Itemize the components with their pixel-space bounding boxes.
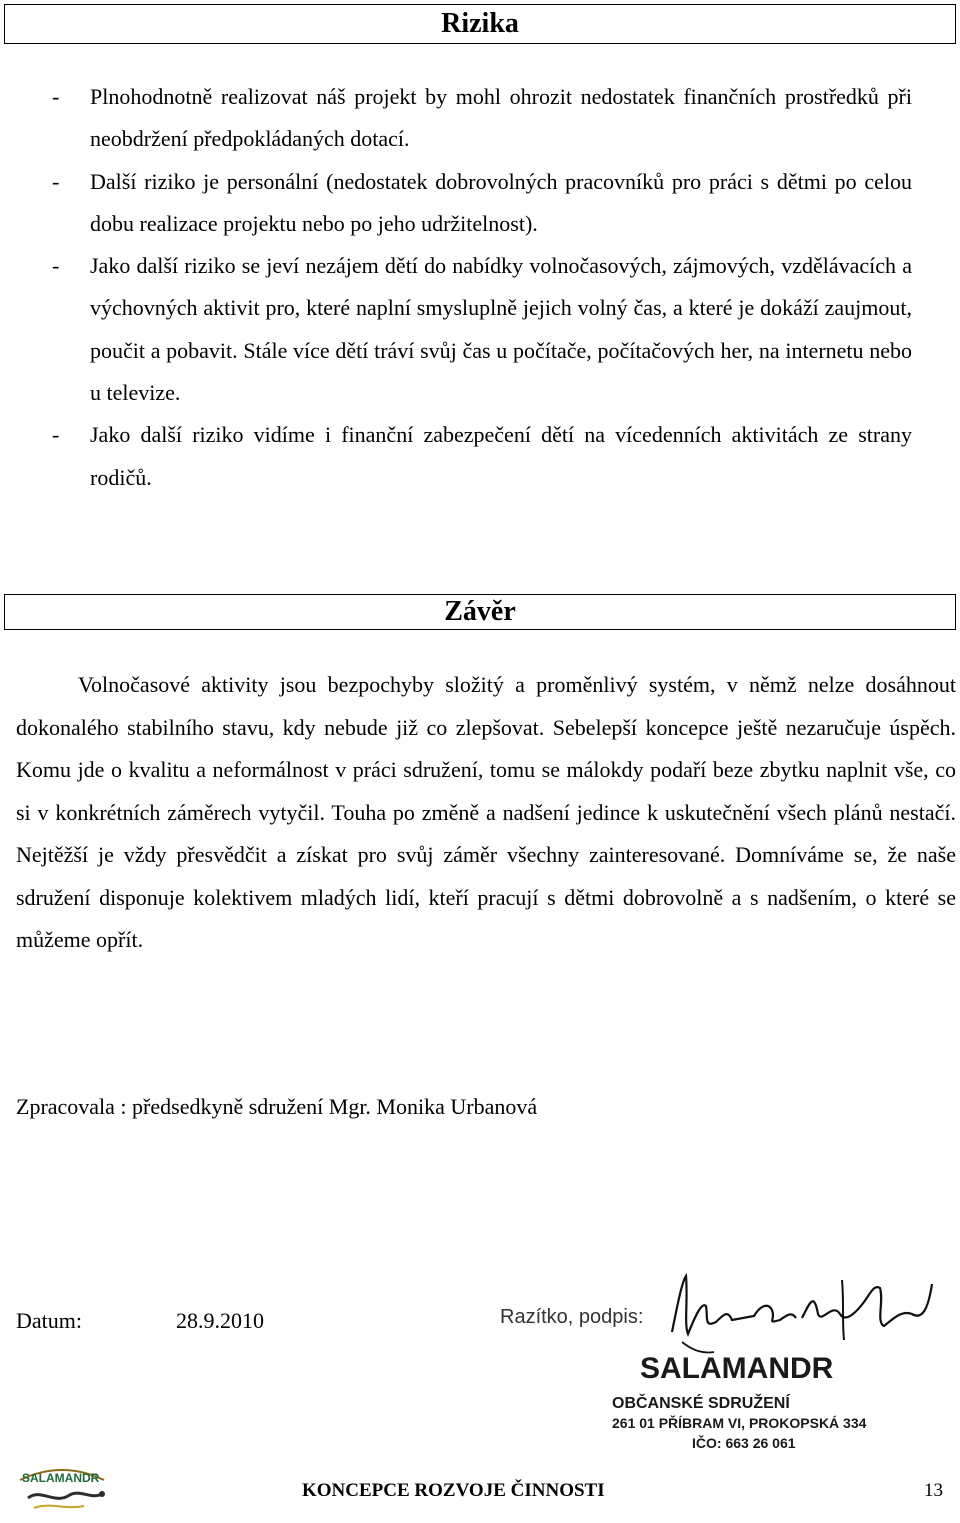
list-dash: -: [52, 84, 60, 109]
signature-stamp-image: [492, 1262, 942, 1462]
stamp-line: OBČANSKÉ SDRUŽENÍ: [612, 1395, 790, 1412]
list-item: [52, 161, 912, 246]
conclusion-paragraph: Volnočasové aktivity jsou bezpochyby složitý a proměnlivý systém, v němž nelze dosáhnout dokonalého stabilního stavu, kdy nebude již co zlepšovat. Sebelepší koncepce ještě nezaručuje úspěch. Komu jde o kvalitu a neformálnost v práci sdružení, tomu se málokdy podaří beze zbytku naplnit vše, co si v konkrétních záměrech vytyčil. Touha po změně a nadšení jedince k uskutečnění všech plánů nestačí. Nejtěžší je vždy přesvědčit a získat pro svůj záměr všechny zainteresované. Domníváme se, že naše sdružení disponuje kolektivem mladých lidí, kteří pracují s dětmi dobrovolně a s nadšením, o které se můžeme opřít.: [16, 672, 956, 952]
prepared-by: Zpracovala : předsedkyně sdružení Mgr. Monika Urbanová: [16, 1094, 538, 1119]
list-item: [52, 245, 912, 414]
organization-logo: [14, 1458, 110, 1516]
stamp-line: 261 01 PŘÍBRAM VI, PROKOPSKÁ 334: [612, 1415, 867, 1431]
section-heading-rizika: Rizika: [4, 4, 956, 44]
section-heading-zaver: Závěr: [4, 594, 956, 630]
list-dash: -: [52, 422, 60, 448]
footer-title: KONCEPCE ROZVOJE ČINNOSTI: [302, 1480, 605, 1501]
list-item-text: Jako další riziko se jeví nezájem dětí do nabídky volnočasových, zájmových, vzdělávacích a výchovných aktivit pro, které naplní smysluplně jejich volný čas, a které je dokáží zaujmout, poučit a pobavit. Stále více dětí tráví svůj čas u počítače, počítačových her, na internetu nebo u televize.: [90, 253, 912, 406]
signature-label: Razítko, podpis:: [500, 1306, 644, 1328]
list-item-text: Jako další riziko vidíme i finanční zabezpečení dětí na vícedenních aktivitách ze strany rodičů.: [90, 422, 912, 490]
list-dash: -: [52, 253, 60, 279]
page-number: 13: [924, 1480, 943, 1501]
list-item: [52, 414, 912, 499]
list-item-text: Plnohodnotně realizovat náš projekt by mohl ohrozit nedostatek finančních prostředků při neobdržení předpokládaných dotací.: [90, 84, 912, 152]
stamp-line: SALAMANDR: [640, 1352, 834, 1385]
list-item-text: Další riziko je personální (nedostatek dobrovolných pracovníků pro práci s dětmi po celou dobu realizace projektu nebo po jeho udržitelnost).: [90, 168, 912, 236]
date-label: Datum:: [16, 1308, 82, 1333]
stamp-and-signature: [492, 1262, 942, 1462]
list-dash: -: [52, 168, 60, 194]
stamp-line: IČO: 663 26 061: [692, 1435, 796, 1451]
date-value: 28.9.2010: [176, 1308, 264, 1333]
list-item: [52, 76, 912, 161]
risk-list: [52, 76, 912, 499]
svg-text:SALAMANDR: SALAMANDR: [22, 1471, 100, 1485]
